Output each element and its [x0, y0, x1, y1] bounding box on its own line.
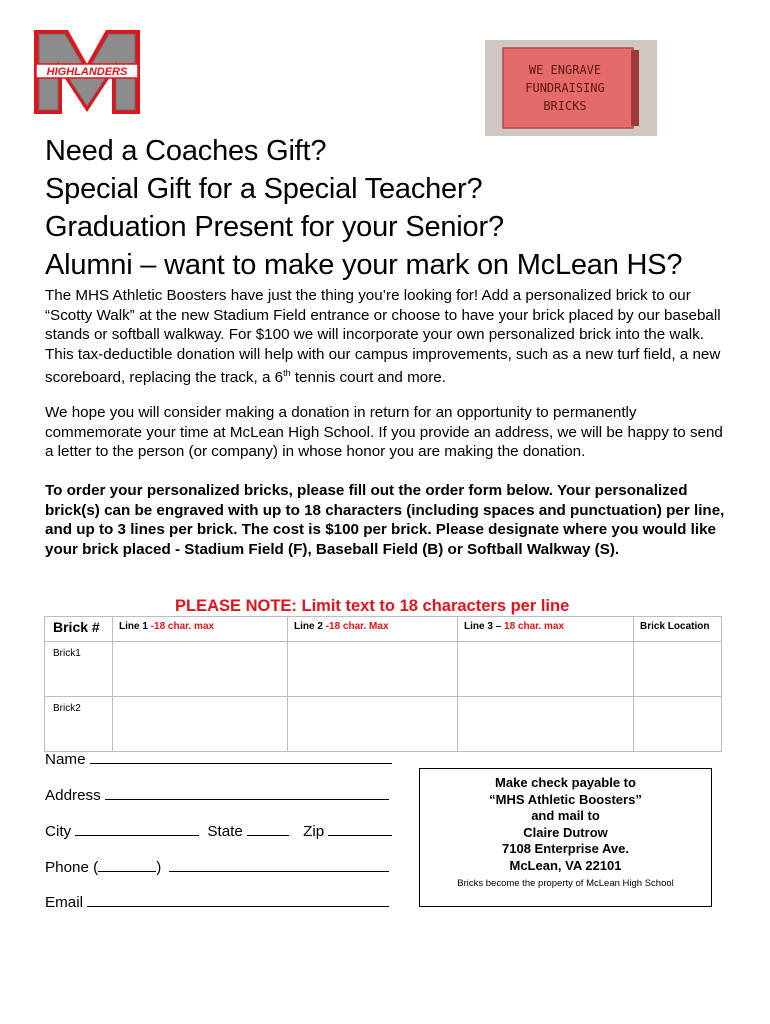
name-label: Name	[45, 751, 86, 768]
brick-location-header: Brick Location	[634, 617, 722, 642]
character-limit-note: PLEASE NOTE: Limit text to 18 characters per line	[175, 597, 570, 615]
property-disclaimer: Bricks become the property of McLean High School	[457, 877, 674, 889]
headline-block	[45, 132, 745, 284]
brick2-location-cell[interactable]	[634, 697, 722, 752]
city-state-zip-field	[45, 822, 392, 840]
line1-header: Line 1 -18 char. max	[113, 617, 288, 642]
line3-header: Line 3 – 18 char. max	[458, 617, 634, 642]
brick-row-label: Brick1	[45, 642, 113, 697]
brick2-line2-cell[interactable]	[288, 697, 458, 752]
payee-line: “MHS Athletic Boosters”	[489, 791, 642, 807]
brick1-line3-cell[interactable]	[458, 642, 634, 697]
zip-blank[interactable]	[328, 822, 392, 836]
svg-text:FUNDRAISING: FUNDRAISING	[525, 81, 605, 95]
phone-area-code-blank[interactable]	[98, 858, 156, 872]
payable-line: Make check payable to	[495, 775, 636, 790]
brick1-line1-cell[interactable]	[113, 642, 288, 697]
headline-alumni: Alumni – want to make your mark on McLean HS?	[45, 249, 683, 281]
svg-text:BRICKS: BRICKS	[543, 99, 587, 113]
street-line: 7108 Enterprise Ave.	[502, 841, 629, 857]
name-field	[45, 750, 392, 768]
table-row	[45, 642, 722, 697]
contact-name-line: Claire Dutrow	[523, 824, 608, 840]
brick2-line1-cell[interactable]	[113, 697, 288, 752]
brick-row-label: Brick2	[45, 697, 113, 752]
svg-text:HIGHLANDERS: HIGHLANDERS	[46, 66, 128, 78]
mail-to-line: and mail to	[531, 808, 600, 824]
brick-order-table	[44, 616, 722, 752]
state-label: State	[207, 823, 243, 840]
email-label: Email	[45, 894, 83, 911]
phone-number-blank[interactable]	[169, 858, 389, 872]
phone-field	[45, 858, 389, 876]
city-line: McLean, VA 22101	[509, 857, 622, 873]
table-row	[45, 697, 722, 752]
engraved-brick-image	[485, 40, 657, 136]
phone-label: Phone (	[45, 859, 99, 876]
headline-coaches-gift: Need a Coaches Gift?	[45, 135, 327, 167]
name-blank[interactable]	[90, 750, 392, 764]
city-label: City	[45, 823, 72, 840]
headline-teacher-gift: Special Gift for a Special Teacher?	[45, 173, 483, 205]
address-label: Address	[45, 787, 101, 804]
state-blank[interactable]	[247, 822, 289, 836]
zip-label: Zip	[303, 823, 325, 840]
order-instructions: To order your personalized bricks, please fill out the order form below. Your personalized brick(s) can be engraved with up to 18 characters (including spaces and punctuation) per line, and up to 3 lines per brick. The cost is $100 per brick. Please designate where you would like your brick placed - Stadium Field (F), Baseball Field (B) or Softball Walkway (S).	[45, 482, 725, 558]
highlanders-logo	[32, 28, 142, 116]
svg-text:WE ENGRAVE: WE ENGRAVE	[528, 63, 602, 77]
table-header-row	[45, 617, 722, 642]
address-blank[interactable]	[105, 786, 389, 800]
brick1-line2-cell[interactable]	[288, 642, 458, 697]
payment-mailing-box	[419, 768, 712, 907]
donation-paragraph: We hope you will consider making a donation in return for an opportunity to permanently commemorate your time at McLean High School. If you provide an address, we will be happy to send a letter to the person (or company) in whose honor you are making the donation.	[45, 404, 723, 461]
brick-number-header: Brick #	[45, 617, 113, 642]
email-blank[interactable]	[87, 893, 389, 907]
line2-header: Line 2 -18 char. Max	[288, 617, 458, 642]
headline-graduation: Graduation Present for your Senior?	[45, 211, 504, 243]
phone-paren: )	[156, 859, 162, 876]
address-field	[45, 786, 389, 804]
brick1-location-cell[interactable]	[634, 642, 722, 697]
email-field	[45, 893, 389, 911]
city-blank[interactable]	[75, 822, 199, 836]
intro-paragraph: The MHS Athletic Boosters have just the thing you’re looking for! Add a personalized brick to our “Scotty Walk” at the new Stadium Field entrance or choose to have your brick placed by our baseball stands or softball walkway. For $100 we will incorporate your own personalized brick into the walk. This tax-deductible donation will help with our campus improvements, such as a new turf field, a new scoreboard, replacing the track, a 6th tennis court and more.	[45, 287, 721, 387]
brick2-line3-cell[interactable]	[458, 697, 634, 752]
